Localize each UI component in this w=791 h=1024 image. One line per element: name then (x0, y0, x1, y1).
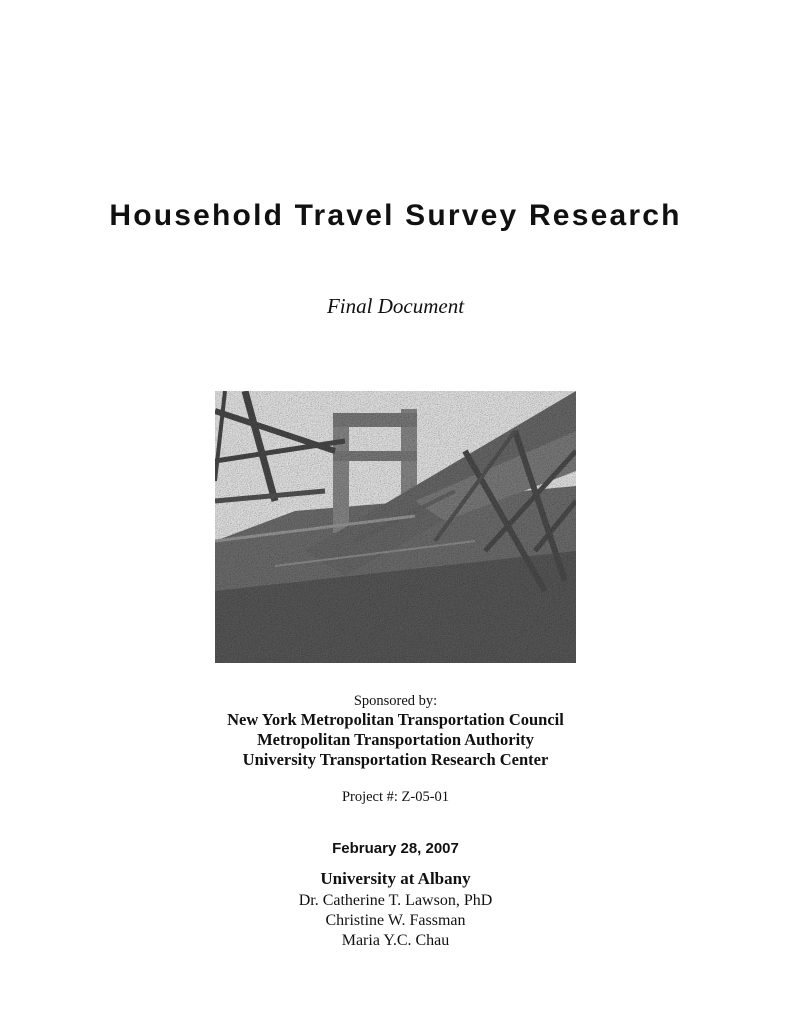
sponsor-item: New York Metropolitan Transportation Council (227, 710, 564, 729)
document-subtitle: Final Document (326, 294, 465, 318)
cover-bridge-image (215, 391, 576, 663)
author-item: Maria Y.C. Chau (341, 932, 450, 949)
institution-name: University at Albany (320, 869, 471, 888)
bridge-illustration (215, 391, 576, 663)
author-item: Christine W. Fassman (325, 912, 466, 929)
sponsor-item: University Transportation Research Center (242, 750, 549, 769)
document-title: Household Travel Survey Research (109, 199, 682, 232)
document-date: February 28, 2007 (332, 840, 459, 857)
author-item: Dr. Catherine T. Lawson, PhD (298, 892, 493, 909)
sponsor-item: Metropolitan Transportation Authority (257, 730, 534, 749)
sponsored-by-label: Sponsored by: (353, 693, 438, 709)
sponsor-list (0, 710, 791, 770)
project-number: Project #: Z-05-01 (341, 789, 450, 805)
author-list (0, 891, 791, 951)
